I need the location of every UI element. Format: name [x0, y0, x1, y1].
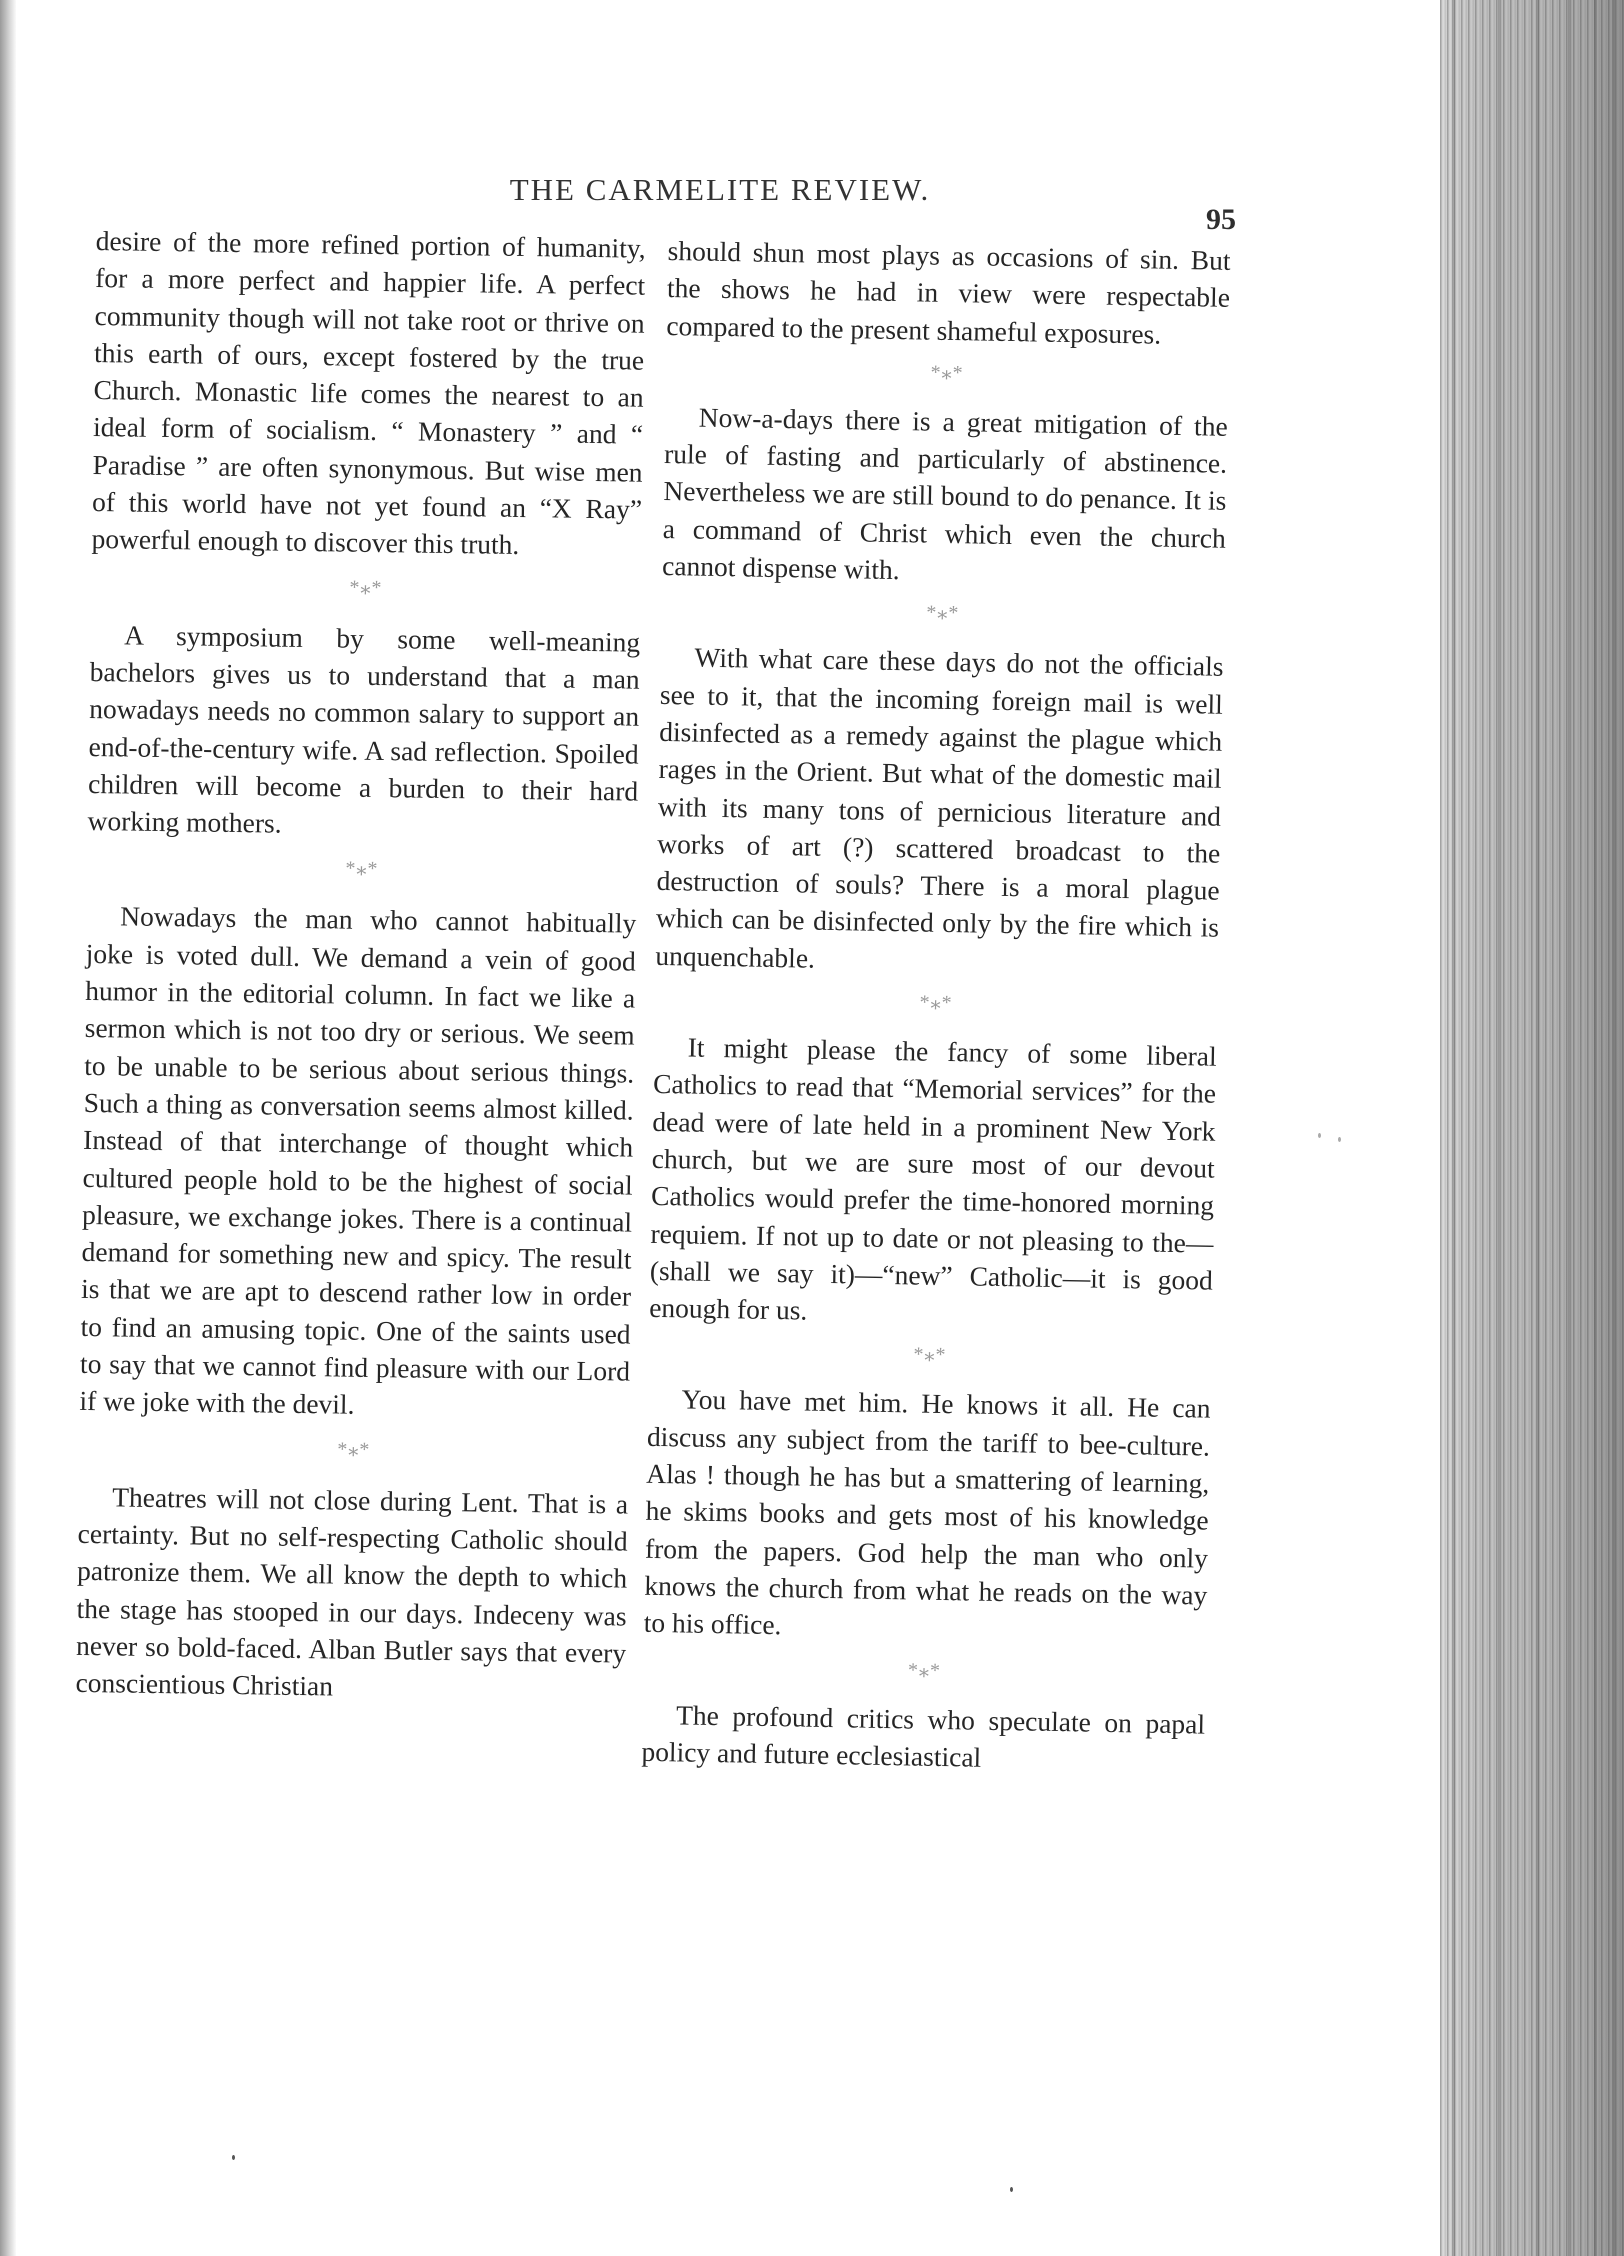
section-separator: *⁎* — [926, 601, 960, 625]
paragraph: A symposium by some well-meaning bachelors gives us to understand that a man nowadays needs no common salary to support an end-of-the-century wife. A sad reflection. Spoiled children will become a burden to their hard working mothers. — [87, 619, 641, 839]
section-separator: *⁎* — [913, 1343, 947, 1367]
right-column — [641, 232, 1231, 1780]
paragraph: should shun most plays as occasions of sin. But the shows he had in view were respectable compared to the present shameful exposures. — [666, 234, 1231, 350]
page-edges — [1440, 0, 1624, 2256]
paragraph: The profound critics who speculate on papal policy and future ecclesiastical — [641, 1698, 1206, 1773]
paragraph: desire of the more refined portion of humanity, for a more perfect and happier life. A perfect community though will not take root or thrive on this earth of ours, except fostered by the true Church. Monastic life comes the nearest to an ideal form of socialism. “ Monastery ” and “ Paradise ” are often synonymous. But wise men of this world have not yet found an “X Ray” powerful enough to discover this truth. — [91, 224, 646, 561]
section-separator: *⁎* — [919, 991, 953, 1015]
ink-speck — [1010, 2187, 1013, 2192]
section-separator: *⁎* — [930, 361, 964, 385]
section-separator: *⁎* — [349, 576, 383, 599]
section-separator: *⁎* — [907, 1658, 942, 1682]
paragraph: With what care these days do not the officials see to it, that the incoming foreign mail is well disinfected as a remedy against the plague which rages in the Orient. But what of the domestic mail with its many tons of pernicious literature and works of art (?) scattered broadcast to the destruction of souls? There is a moral plague which can be disinfected only by the fire which is unquenchable. — [655, 641, 1224, 974]
ink-speck — [1338, 1137, 1341, 1142]
paragraph: Now-a-days there is a great mitigation of the rule of fasting and particularly of abstinence. Nevertheless we are still bound to do penance. It is a command of Christ which even the church cannot dispense with. — [661, 401, 1228, 586]
left-column — [75, 222, 646, 1709]
ink-speck — [1318, 1133, 1321, 1138]
ink-speck — [232, 2155, 235, 2160]
section-separator: *⁎* — [337, 1438, 371, 1461]
paragraph: It might please the fancy of some liberal Catholics to read that “Memorial services” for the dead were of late held in a prominent New York church, but we are sure most of our devout Catholics would prefer the time-honored morning requiem. If not up to date or not pleasing to the—(shall we say it)—“new” Catholic—it is good enough for us. — [648, 1031, 1217, 1326]
page-number: 95 — [1206, 203, 1236, 236]
paragraph: You have met him. He knows it all. He can discuss any subject from the tariff to bee-culture. Alas ! though he has but a smattering of learning, he skims books and gets most of his knowledge from the papers. God help the man who only knows the church from what he reads on the way to his office. — [643, 1383, 1211, 1641]
binding-shadow — [0, 0, 16, 2256]
running-title: THE CARMELITE REVIEW. — [509, 172, 931, 207]
paragraph: Nowadays the man who cannot habitually joke is voted dull. We demand a vein of good humor in the editorial column. In fact we like a sermon which is not too dry or serious. We seem to be unable to be serious about serious things. Such a thing as conversation seems almost killed. Instead of that interchange of thought which cultured people hold to be the highest of social pleasure, we exchange jokes. There is a continual demand for something new and spicy. The result is that we are apt to descend rather low in order to find an amusing topic. One of the saints used to say that we cannot find pleasure with our Lord if we joke with the devil. — [79, 900, 637, 1421]
section-separator: *⁎* — [345, 858, 379, 881]
paragraph: Theatres will not close during Lent. That is a certainty. But no self-respecting Catholic should patronize them. We all know the depth to which the stage has stooped in our days. Indeceny was never so bold-faced. Alban Butler says that every conscientious Christian — [75, 1480, 629, 1702]
